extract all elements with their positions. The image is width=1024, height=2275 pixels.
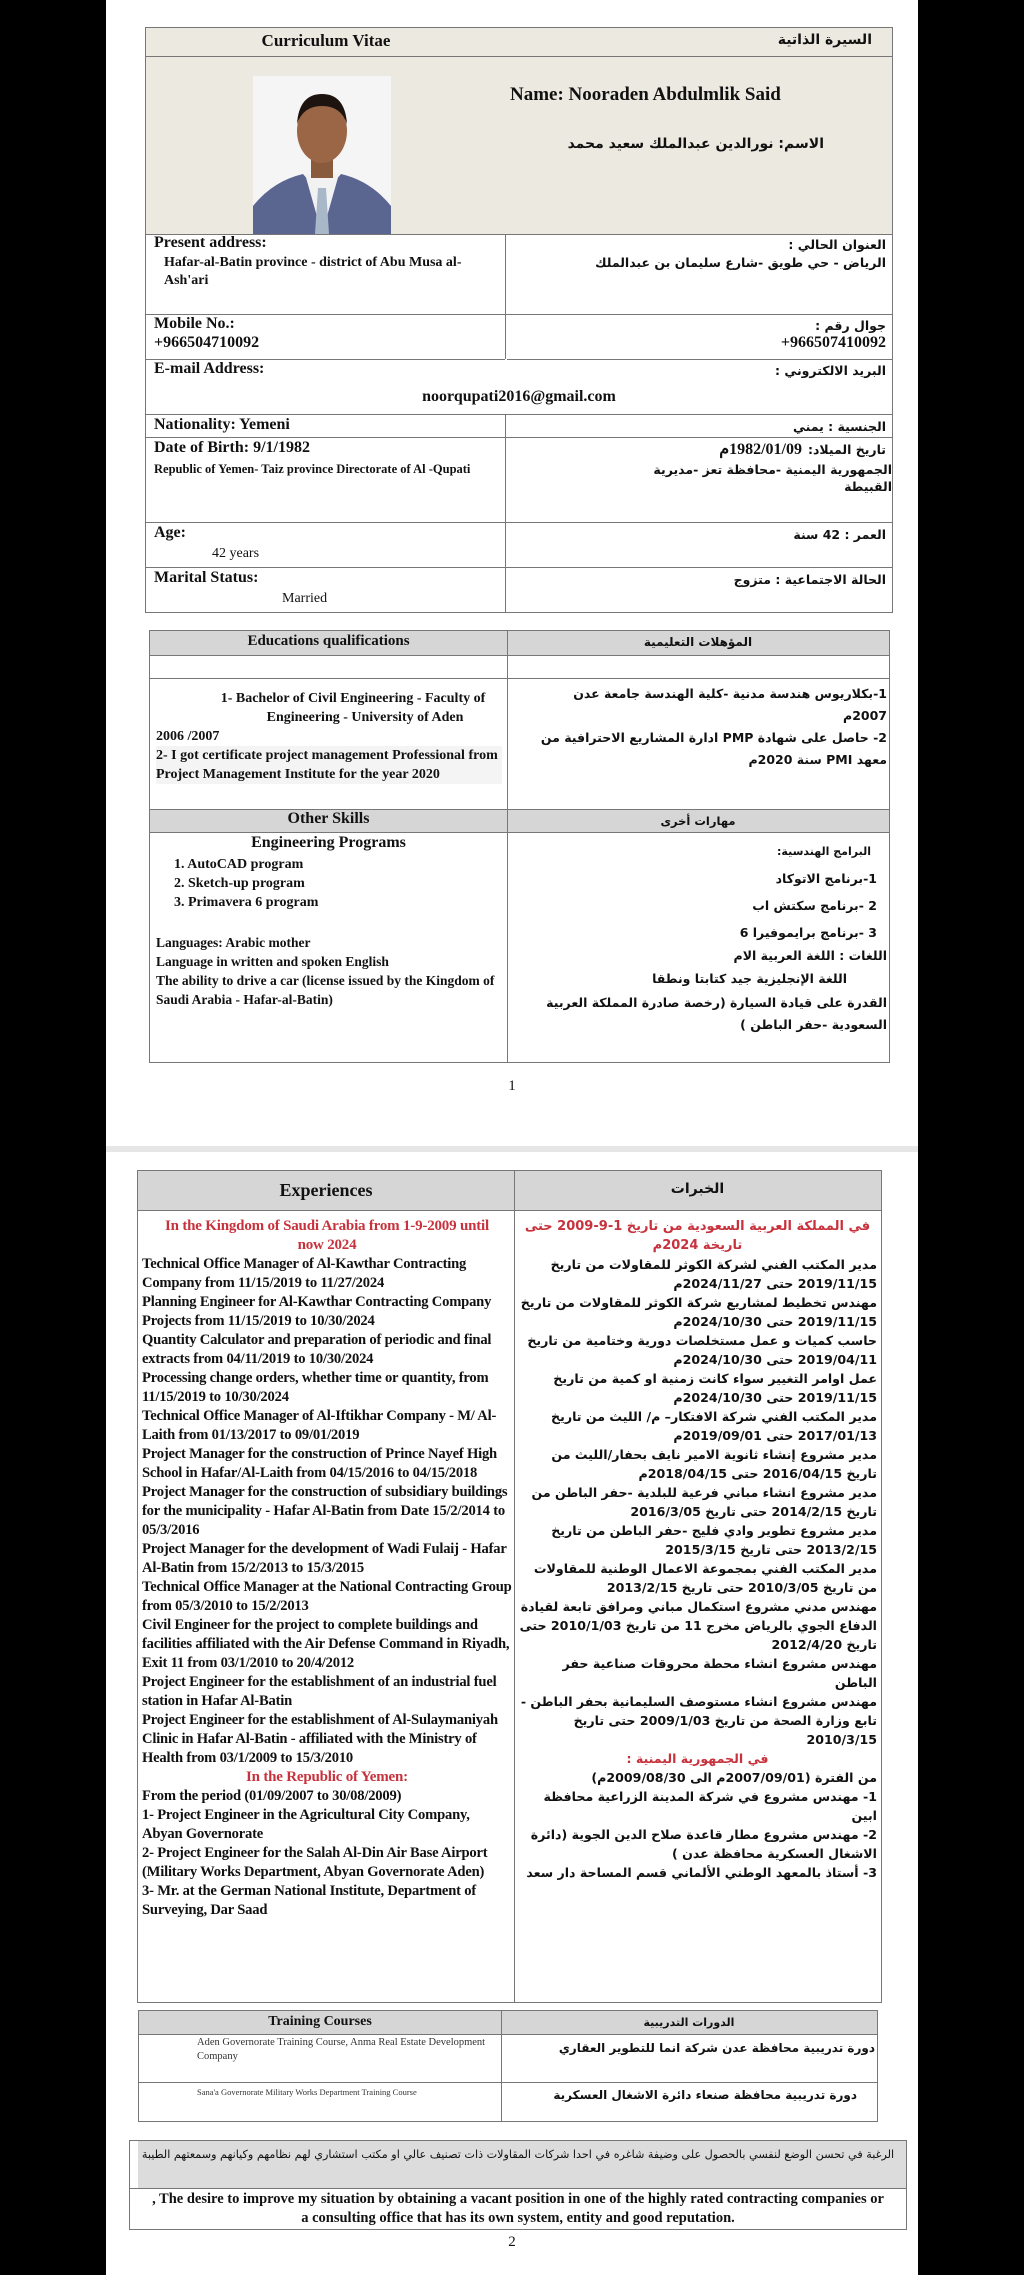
yemen-section-title-ar: في الجمهورية اليمنية : — [626, 1751, 769, 1766]
experience-item-en: 2- Project Engineer for the Salah Al-Din Air Base Airport (Military Works Department, Abyan Governorate Aden) — [142, 1845, 488, 1880]
objective-en: , The desire to improve my situation by obtaining a vacant position in one of the highly rated contracting companies or a consulting office that has its own system, entity and good reputation. — [152, 2191, 884, 2226]
driving-en: The ability to drive a car (license issued by the Kingdom of Saudi Arabia - Hafar-al-Batin) — [156, 973, 495, 1007]
education-skills-table — [149, 630, 890, 1063]
mobile-label-ar: جوال رقم : — [815, 318, 886, 333]
program-item-ar: 3 -برنامج برايموفيرا 6 — [739, 925, 877, 940]
experience-item-ar: عمل اوامر التغيير سواء كانت زمنية او كمية من تاريخ 2019/11/15 حتى 2024/10/30م — [553, 1371, 877, 1405]
address-value: Hafar-al-Batin province - district of Abu Musa al-Ash'ari — [164, 255, 462, 288]
education-header-en: Educations qualifications — [247, 633, 410, 649]
experiences-table — [137, 1170, 882, 2003]
experiences-header-en: Experiences — [279, 1180, 373, 1200]
programs-title-ar: البرامج الهندسية: — [777, 845, 871, 858]
page-number-2: 2 — [508, 2234, 516, 2250]
address-label: Present address: — [154, 234, 267, 251]
objective-box — [129, 2140, 907, 2230]
marital-label: Marital Status: — [154, 569, 259, 586]
experience-item-ar: مدير المكتب الفني بمجموعة الاعمال الوطنية للمقاولات من تاريخ 2010/3/05 حتى تاريخ 2013/2/15 — [533, 1561, 877, 1595]
experiences-list-ar — [518, 1217, 877, 1882]
age-label: Age: — [154, 524, 186, 541]
experience-item-ar: حاسب كميات و عمل مستخلصات دورية وختامية من تاريخ 2019/04/11 حتى 2024/10/30م — [527, 1333, 877, 1367]
programs-list-en — [174, 855, 318, 912]
experience-item-en: Technical Office Manager of Al-Iftikhar Company - M/ Al-Laith from 01/13/2017 to 09/01/2019 — [142, 1408, 497, 1443]
training-header-en: Training Courses — [268, 2014, 372, 2029]
experiences-header-ar: الخبرات — [670, 1181, 725, 1197]
nationality-en: Nationality: Yemeni — [154, 416, 290, 433]
education-header-ar: المؤهلات التعليمية — [643, 635, 753, 649]
training-header-ar: الدورات التدريبية — [643, 2016, 735, 2029]
education-item-2: 2- I got certificate project management Professional from Project Management Institute for the year 2020 — [156, 746, 502, 784]
experience-item-en: From the period (01/09/2007 to 30/08/2009) — [142, 1788, 402, 1804]
dob-en: Date of Birth: 9/1/1982 — [154, 439, 310, 456]
education-item-1-year: 2006 /2007 — [156, 729, 220, 744]
experience-item-ar: مهندس مدني مشروع استكمال مباني ومرافق تابعة لقيادة الدفاع الجوي بالرياض مخرج 11 من تاريخ 2010/1/03 حتى تاريخ 2012/4/20 — [519, 1599, 877, 1652]
cv-title-en: Curriculum Vitae — [261, 31, 391, 50]
experience-item-ar: مهندس تخطيط لمشاريع شركة الكوثر للمقاولات من تاريخ 2019/11/15 حتى 2024/10/30م — [520, 1295, 877, 1329]
mobile-value-ar: +966507410092 — [780, 334, 886, 351]
experience-item-en: Project Manager for the construction of Prince Nayef High School in Hafar/Al-Laith from 04/15/2016 to 04/15/2018 — [142, 1446, 497, 1481]
english-ar: اللغة الإنجليزية جيد كتابتا ونطقا — [652, 971, 847, 986]
experience-item-ar: مهندس مشروع انشاء محطة محروقات صناعية حفر الباطن — [562, 1656, 877, 1690]
experience-item-en: Technical Office Manager at the National Contracting Group from 05/3/2010 to 15/2/2013 — [142, 1579, 512, 1614]
saudi-section-title-ar: في المملكة العربية السعودية من تاريخ 1-9-2009 حتى تاريخة 2024م — [524, 1219, 871, 1253]
experience-item-ar: مدير مشروع إنشاء ثانوية الامير نايف بحفار/الليث من تاريخ 2016/04/15 حتى 2018/04/15م — [551, 1447, 877, 1481]
programs-title-en: Engineering Programs — [251, 834, 406, 851]
name-ar: الاسم: نورالدين عبدالملك سعيد محمد — [567, 136, 824, 152]
personal-info-table — [145, 27, 893, 613]
mobile-value: +966504710092 — [154, 334, 260, 351]
program-item-ar: 2 -برنامج سكتش اب — [752, 898, 877, 913]
experience-item-ar: مدير مشروع تطوير وادي فليج -حفر الباطن من تاريخ 2013/2/15 حتى تاريخ 2015/3/15 — [551, 1523, 877, 1557]
cv-page-2 — [106, 1152, 918, 2275]
education-item-1: 1- Bachelor of Civil Engineering - Faculty of Engineering - University of Aden — [220, 691, 486, 725]
training-row-1-ar: دورة تدريبية محافظة عدن شركة انما للتطوير العقاري — [558, 2041, 875, 2055]
cv-title-ar: السيرة الذاتية — [777, 32, 872, 48]
experience-item-en: 1- Project Engineer in the Agricultural City Company, Abyan Governorate — [142, 1807, 470, 1842]
experience-item-en: Project Manager for the development of Wadi Fulaij - Hafar Al-Batin from 15/2/2013 to 15/3/2015 — [142, 1541, 507, 1576]
experience-item-ar: من الفترة (2007/09/01م الى 2009/08/30م) — [591, 1770, 877, 1785]
program-item: 1. AutoCAD program — [174, 857, 304, 872]
english-en: Language in written and spoken English — [156, 954, 389, 969]
training-row-2-ar: دورة تدريبية محافظة صنعاء دائرة الاشغال العسكرية — [553, 2088, 857, 2102]
skills-block-ar — [520, 838, 887, 1036]
training-table — [138, 2010, 878, 2122]
languages-en: Languages: Arabic mother — [156, 935, 311, 950]
experience-item-ar: مهندس مشروع انشاء مستوصف السليمانية بحفر الباطن - تابع وزارة الصحة من تاريخ 2009/1/03 حتى تاريخ 2010/3/15 — [520, 1694, 877, 1747]
objective-ar: الرغبة في تحسن الوضع لنفسي بالحصول على وضيفة شاغره في احدا شركات المقاولات ذات تصنيف عالي او مكتب استشاري لهم نظامهم وكيانهم وسمعتهم الطيبة — [141, 2148, 895, 2161]
age-value: 42 years — [212, 546, 260, 561]
experience-item-ar: 1- مهندس مشروع في شركة المدينة الزراعية محافظة ابين — [543, 1789, 877, 1823]
email-label: E-mail Address: — [154, 360, 265, 377]
address-label-ar: العنوان الحالي : — [788, 237, 886, 252]
marital-ar: الحالة الاجتماعية : متزوج — [733, 572, 886, 587]
dob-label-ar: تاريخ الميلاد: — [807, 442, 886, 457]
skills-header-ar: مهارات أخرى — [660, 814, 736, 828]
dob-value-ar: 1982/01/09م — [719, 441, 802, 458]
birthplace-en: Republic of Yemen- Taiz province Directorate of Al -Qupati — [154, 462, 471, 476]
education-item-1-ar: 1-بكلاريوس هندسة مدنية -كلية الهندسة جامعة عدن 2007م — [573, 686, 887, 723]
age-ar: العمر : 42 سنة — [793, 527, 886, 542]
languages-ar: اللغات : اللغة العربية الام — [733, 948, 887, 963]
experiences-list-en — [142, 1217, 512, 1920]
languages-block-en — [156, 933, 501, 1009]
experience-item-ar: مدير المكتب الفني لشركة الكوثر للمقاولات من تاريخ 2019/11/15 حتى 2024/11/27م — [550, 1257, 877, 1291]
driving-ar: القدرة على قيادة السيارة (رخصة صادرة المملكة العربية السعودية -حفر الباطن ) — [546, 995, 887, 1032]
profile-photo — [253, 76, 391, 234]
experience-item-en: Processing change orders, whether time or quantity, from 11/15/2019 to 10/30/2024 — [142, 1370, 489, 1405]
skills-header-en: Other Skills — [287, 810, 370, 827]
program-item-ar: 1-برنامج الاتوكاد — [775, 871, 877, 886]
experience-item-en: Planning Engineer for Al-Kawthar Contracting Company Projects from 11/15/2019 to 10/30/2024 — [142, 1294, 492, 1329]
experience-item-en: Technical Office Manager of Al-Kawthar Contracting Company from 11/15/2019 to 11/27/2024 — [142, 1256, 467, 1291]
cv-page-1 — [106, 0, 918, 1146]
page-number-1: 1 — [508, 1078, 516, 1094]
experience-item-en: Project Manager for the construction of subsidiary buildings for the municipality - Hafar Al-Batin from Date 15/2/2014 to 05/3/2016 — [142, 1484, 508, 1538]
experience-item-en: Project Engineer for the establishment of an industrial fuel station in Hafar Al-Batin — [142, 1674, 497, 1709]
training-row-2-en: Sana'a Governorate Military Works Department Training Course — [197, 2087, 417, 2097]
experience-item-en: Quantity Calculator and preparation of periodic and final extracts from 04/11/2019 to 10/30/2024 — [142, 1332, 492, 1367]
experience-item-ar: 2- مهندس مشروع مطار قاعدة صلاح الدين الجوية (دائرة الاشغال العسكرية محافظة عدن ) — [530, 1827, 877, 1861]
mobile-label: Mobile No.: — [154, 315, 235, 332]
marital-value: Married — [282, 591, 328, 606]
program-item: 3. Primavera 6 program — [174, 895, 319, 910]
experience-item-en: 3- Mr. at the German National Institute, Department of Surveying, Dar Saad — [142, 1883, 476, 1918]
program-item: 2. Sketch-up program — [174, 876, 305, 891]
experience-item-ar: 3- أستاذ بالمعهد الوطني الألماني قسم المساحة دار سعد — [526, 1865, 877, 1880]
email-value[interactable]: noorqupati2016@gmail.com — [422, 388, 616, 405]
education-item-2-ar: 2- حاصل على شهادة PMP ادارة المشاريع الاحترافية من معهد PMI سنة 2020م — [540, 730, 887, 767]
name-en: Name: Nooraden Abdulmlik Said — [510, 84, 781, 105]
email-label-ar: البريد الالكتروني : — [774, 363, 886, 378]
birthplace-ar: الجمهورية اليمنية -محافظة تعز -مديرية القبيطة — [653, 462, 892, 494]
training-row-1-en: Aden Governorate Training Course, Anma Real Estate Development Company — [197, 2037, 486, 2062]
yemen-section-title-en: In the Republic of Yemen: — [246, 1769, 408, 1785]
experience-item-ar: مدير المكتب الفني شركة الافتكار– م/ الليث من تاريخ 2017/01/13 حتى 2019/09/01م — [551, 1409, 877, 1443]
saudi-section-title-en: In the Kingdom of Saudi Arabia from 1-9-2009 until now 2024 — [165, 1218, 489, 1253]
nationality-ar: الجنسية : يمني — [792, 419, 886, 434]
experience-item-en: Project Engineer for the establishment of Al-Sulaymaniyah Clinic in Hafar Al-Batin - affiliated with the Ministry of Health from 03/1/2009 to 15/3/2010 — [142, 1712, 498, 1766]
experience-item-ar: مدير مشروع انشاء مباني فرعية للبلدية -حفر الباطن من تاريخ 2014/2/15 حتى تاريخ 2016/3/05 — [531, 1485, 877, 1519]
experience-item-en: Civil Engineer for the project to complete buildings and facilities affiliated with the Air Defense Command in Riyadh, Exit 11 from 03/1/2010 to 20/4/2012 — [142, 1617, 510, 1671]
address-value-ar: الرياض - حي طويق -شارع سليمان بن عبدالملك — [595, 255, 886, 270]
